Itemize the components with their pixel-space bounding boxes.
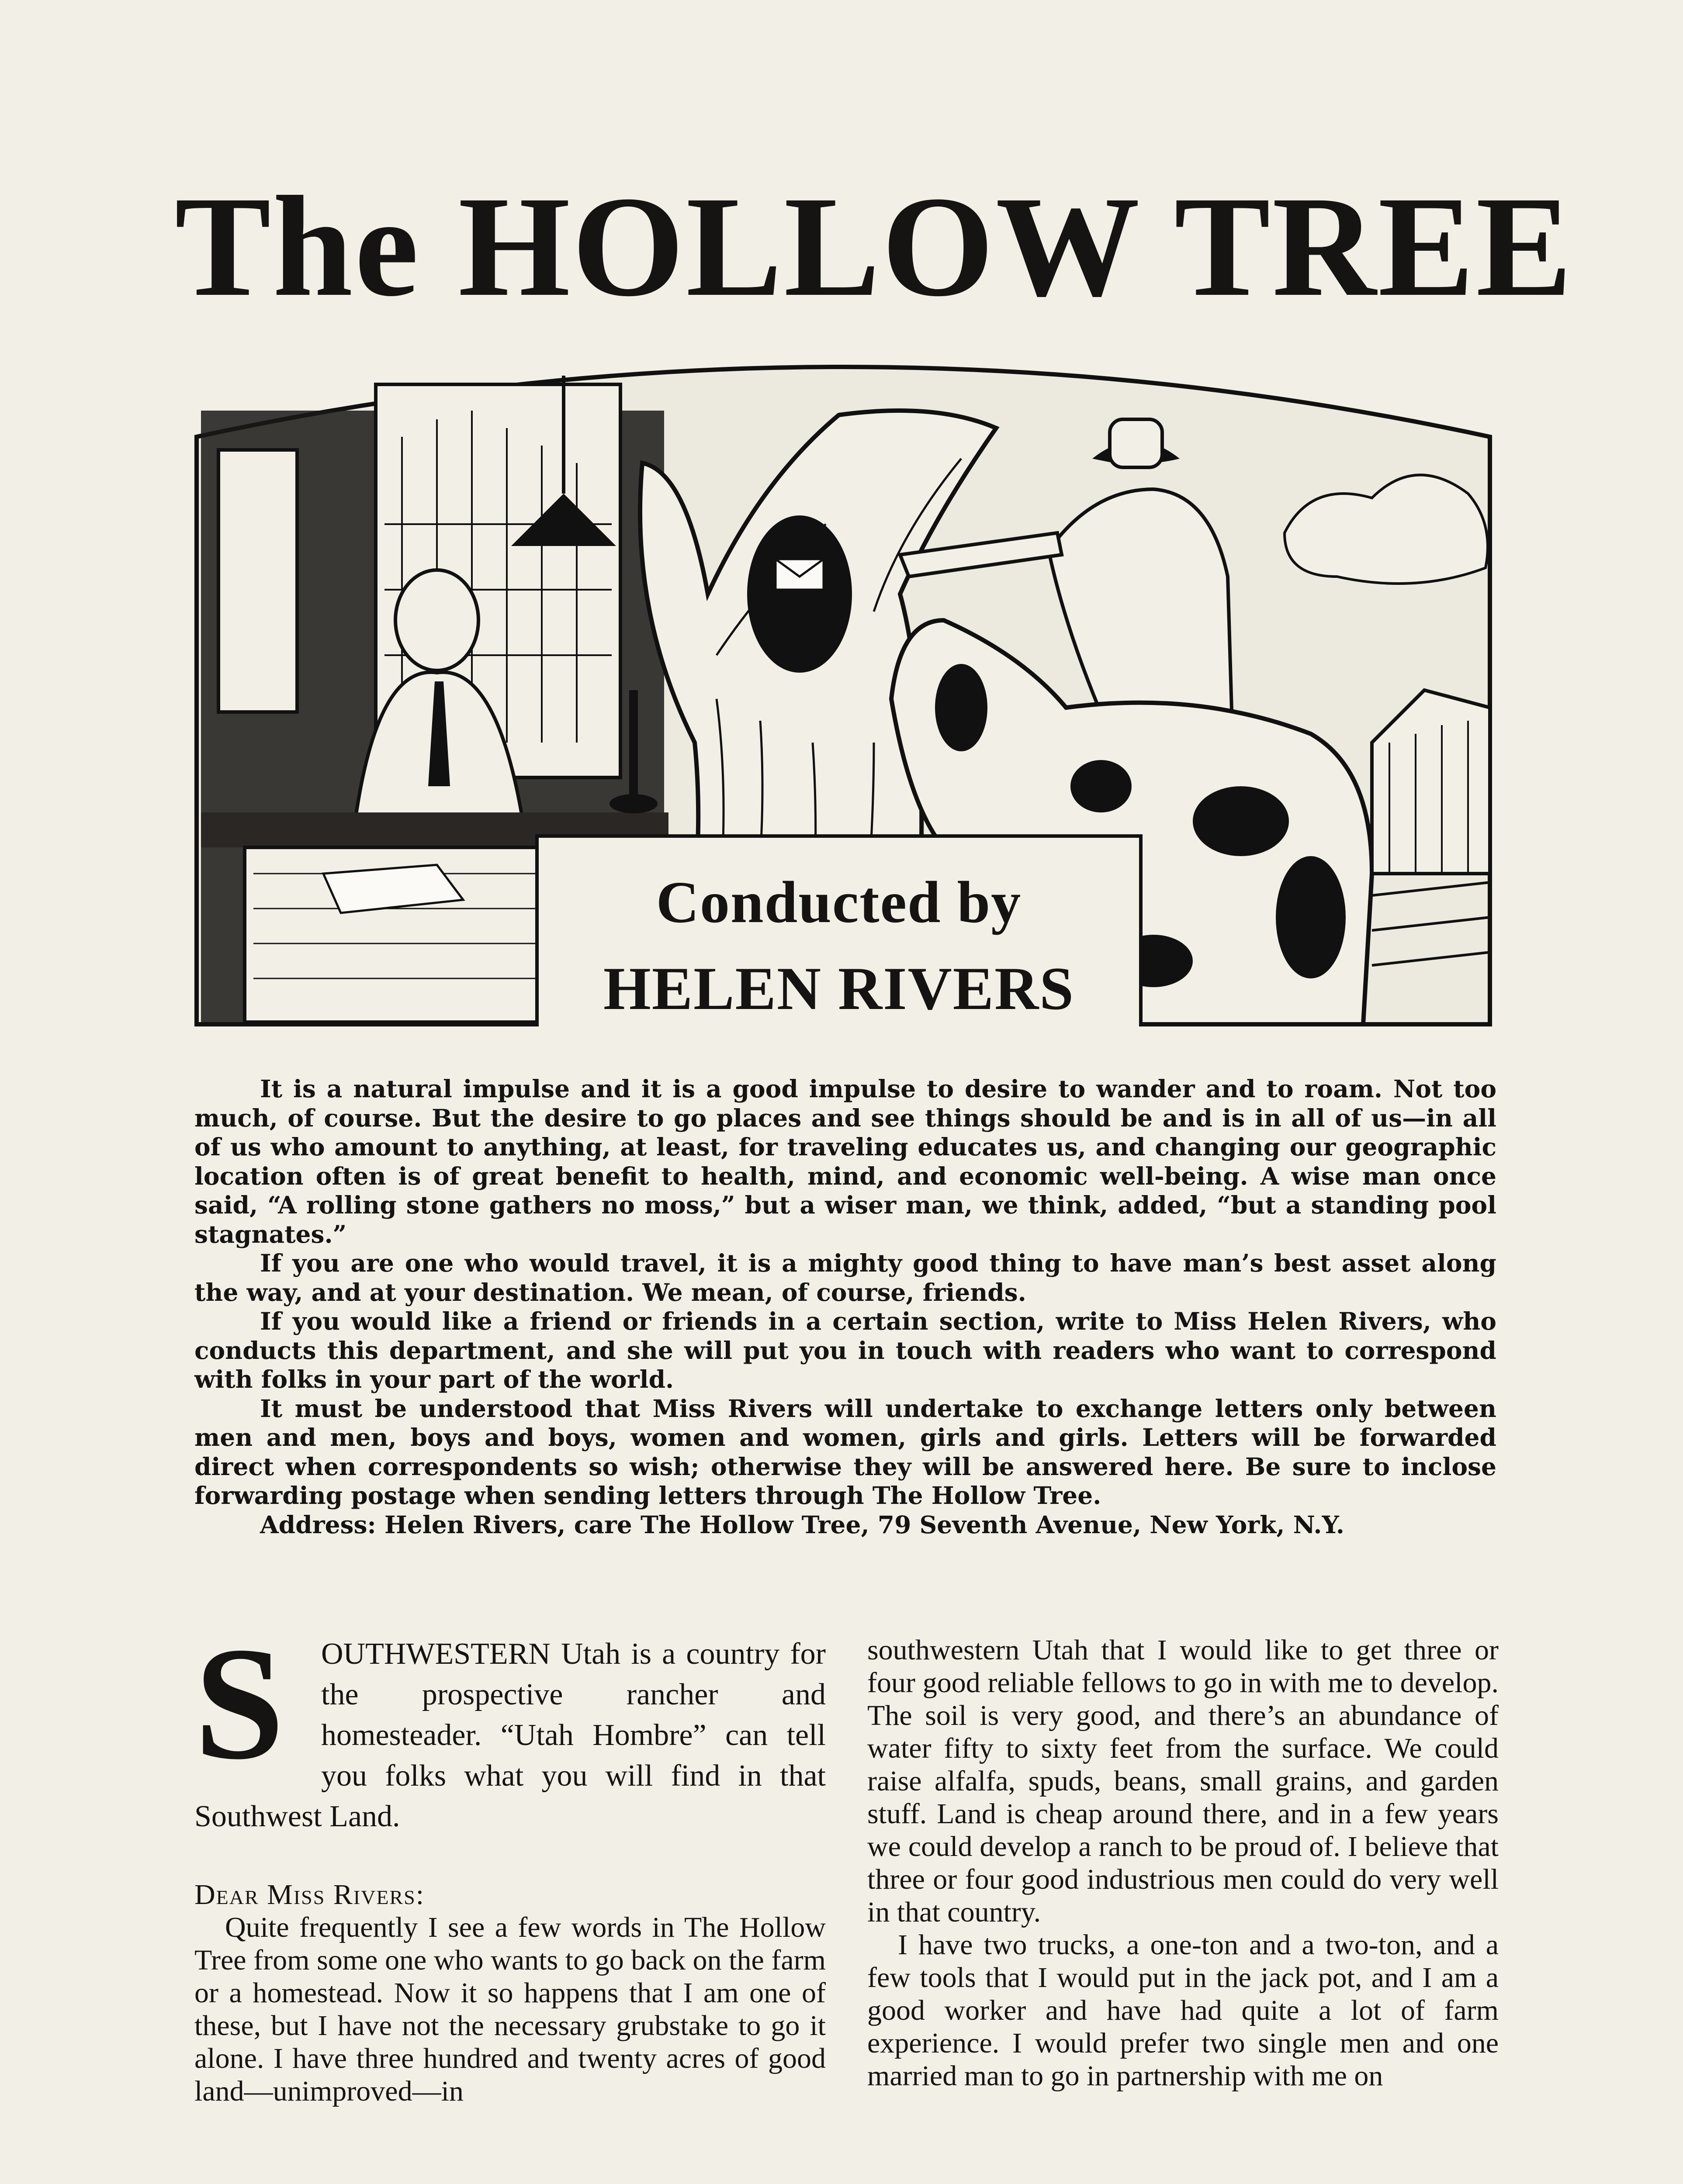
department-intro [194, 1075, 1496, 1539]
letter-salutation: Dear Miss Rivers: [194, 1879, 425, 1911]
intro-paragraph: It must be understood that Miss Rivers will undertake to exchange letters only between men and men, boys and boys, women and women, girls and girls. Letters will be forwarded direct when correspondents so wish; otherwise they will be answered here. Be sure to inclose forwarding postage when sending letters through The Hollow Tree. [194, 1394, 1496, 1510]
letter-paragraph: Quite frequently I see a few words in The Hollow Tree from some one who wants to go back on the farm or a homestead. Now it so happens that I am one of these, but I have not the necessary grubstake to go it alone. I have three hundred and twenty acres of good land—unimproved—in [194, 1911, 826, 2107]
letter-paragraph: I have two trucks, a one-ton and a two-ton, and a few tools that I would put in the jack pot, and I am a good worker and have had quite a lot of farm experience. I would prefer two single men and one married man to go in partnership with me on [867, 1929, 1499, 2092]
mailing-address: Address: Helen Rivers, care The Hollow Tree, 79 Seventh Avenue, New York, N.Y. [260, 1510, 1344, 1539]
intro-paragraph: If you are one who would travel, it is a mighty good thing to have man’s best asset along the way, and at your destination. We mean, of course, friends. [194, 1249, 1496, 1306]
conducted-by-label: Conducted by [656, 870, 1022, 935]
intro-paragraph: If you would like a friend or friends in a certain section, write to Miss Helen Rivers, who conducts this department, and she will put you in touch with readers who want to correspond with folks in your part of the world. [194, 1307, 1496, 1393]
drop-cap: S [194, 1614, 284, 1793]
conducted-by-panel [535, 834, 1143, 1026]
article-lead [194, 1614, 826, 1837]
conductor-name: HELEN RIVERS [603, 955, 1075, 1023]
article-column-right [867, 1634, 1499, 2092]
article-column-left [194, 1614, 826, 2108]
letter-paragraph-continued: southwestern Utah that I would like to get three or four good reliable fellows to go in with me to develop. The soil is very good, and there’s an abundance of water fifty to sixty feet from the surface. We could raise alfalfa, spuds, beans, small grains, and garden stuff. Land is cheap around there, and in a few years we could develop a ranch to be proud of. I believe that three or four good industrious men could do very well in that country. [867, 1634, 1499, 1928]
lead-text: OUTHWESTERN Utah is a country for the prospective rancher and homesteader. “Utah Hombre” can tell you folks what you will find in that Southwest Land. [194, 1637, 826, 1833]
intro-paragraph: It is a natural impulse and it is a good impulse to desire to wander and to roam. Not too much, of course. But the desire to go places and see things should be and is in all of us—in all of us who amount to anything, at least, for traveling educates us, and changing our geographic location often is of great benefit to health, mind, and economic well-being. A wise man once said, “A rolling stone gathers no moss,” but a wiser man, we think, added, “but a standing pool stagnates.” [194, 1075, 1496, 1248]
page-title: The HOLLOW TREE [175, 167, 1574, 326]
